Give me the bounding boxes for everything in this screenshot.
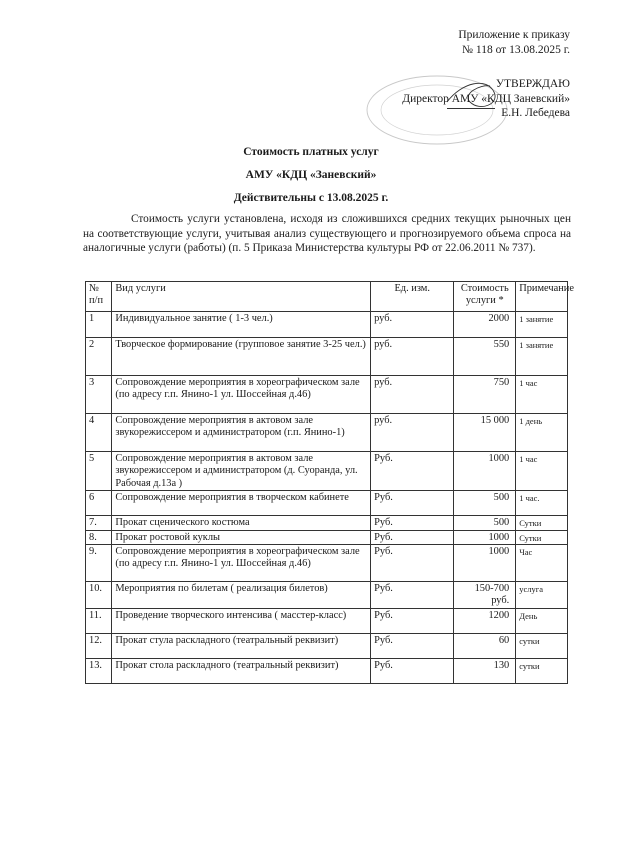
row-unit: Руб. xyxy=(371,608,454,633)
director-line: Директор АМУ «КДЦ Заневский» xyxy=(402,93,570,105)
header-unit: Ед. изм. xyxy=(371,282,454,312)
row-num: 2 xyxy=(86,338,112,376)
row-name: Сопровождение мероприятия в актовом зале звукорежиссером и администратором (г.п. Янино-1) xyxy=(112,414,371,452)
row-unit: Руб. xyxy=(371,452,454,491)
row-note: Сутки xyxy=(516,530,568,544)
table-row xyxy=(86,491,568,516)
row-num: 7. xyxy=(86,516,112,530)
row-price: 1200 xyxy=(454,608,516,633)
row-unit: руб. xyxy=(371,312,454,338)
signature-line xyxy=(447,108,495,109)
row-unit: Руб. xyxy=(371,633,454,658)
row-num: 1 xyxy=(86,312,112,338)
row-unit: Руб. xyxy=(371,545,454,582)
table-row xyxy=(86,545,568,582)
row-num: 8. xyxy=(86,530,112,544)
row-name: Проведение творческого интенсива ( масстер-класс) xyxy=(112,608,371,633)
header-note: Примечание xyxy=(516,282,568,312)
doc-subtitle: АМУ «КДЦ «Заневский» xyxy=(245,169,377,181)
row-price: 60 xyxy=(454,633,516,658)
row-note: Сутки xyxy=(516,516,568,530)
row-num: 9. xyxy=(86,545,112,582)
table-row xyxy=(86,312,568,338)
row-price: 500 xyxy=(454,516,516,530)
header-price: Стоимость услуги * xyxy=(454,282,516,312)
row-unit: Руб. xyxy=(371,530,454,544)
row-name: Индивидуальное занятие ( 1-3 чел.) xyxy=(112,312,371,338)
row-name: Мероприятия по билетам ( реализация билетов) xyxy=(112,582,371,609)
row-name: Сопровождение мероприятия в хореографическом зале (по адресу г.п. Янино-1 ул. Шоссейная д.46) xyxy=(112,376,371,414)
table-row xyxy=(86,530,568,544)
header-name: Вид услуги xyxy=(112,282,371,312)
row-note: услуга xyxy=(516,582,568,609)
row-note: Час xyxy=(516,545,568,582)
row-name: Сопровождение мероприятия в творческом кабинете xyxy=(112,491,371,516)
row-unit: руб. xyxy=(371,338,454,376)
row-unit: Руб. xyxy=(371,658,454,683)
row-unit: руб. xyxy=(371,376,454,414)
table-row xyxy=(86,338,568,376)
row-name: Прокат стола раскладного (театральный реквизит) xyxy=(112,658,371,683)
row-price: 130 xyxy=(454,658,516,683)
row-name: Сопровождение мероприятия в актовом зале звукорежиссером и администратором (д. Суоранда, ул. Рабочая д.13а ) xyxy=(112,452,371,491)
row-num: 10. xyxy=(86,582,112,609)
row-note: 1 час. xyxy=(516,491,568,516)
table-row xyxy=(86,658,568,683)
row-price: 2000 xyxy=(454,312,516,338)
row-note: 1 час xyxy=(516,452,568,491)
row-price: 150-700 руб. xyxy=(454,582,516,609)
stamp-seal xyxy=(362,72,512,148)
row-note: 1 день xyxy=(516,414,568,452)
row-name: Творческое формирование (групповое занятие 3-25 чел.) xyxy=(112,338,371,376)
table-header-row xyxy=(86,282,568,312)
row-name: Прокат стула раскладного (театральный реквизит) xyxy=(112,633,371,658)
table-row xyxy=(86,633,568,658)
row-num: 13. xyxy=(86,658,112,683)
row-price: 1000 xyxy=(454,545,516,582)
row-num: 11. xyxy=(86,608,112,633)
row-name: Сопровождение мероприятия в хореографическом зале (по адресу г.п. Янино-1 ул. Шоссейная д.46) xyxy=(112,545,371,582)
intro-paragraph: Стоимость услуги установлена, исходя из сложившихся средних текущих рыночных цен на соответствующие услуги, учитывая анализ существующего и прогнозируемого объема спроса на аналогичные услуги (работы) (п. 5 Приказа Министерства культуры РФ от 22.06.2011 № 737). xyxy=(83,213,571,255)
approve-label: УТВЕРЖДАЮ xyxy=(495,78,570,90)
doc-validity: Действительны с 13.08.2025 г. xyxy=(233,192,389,204)
row-price: 15 000 xyxy=(454,414,516,452)
row-num: 3 xyxy=(86,376,112,414)
row-num: 6 xyxy=(86,491,112,516)
row-price: 550 xyxy=(454,338,516,376)
annex-line-1: Приложение к приказу xyxy=(458,29,570,41)
table-row xyxy=(86,376,568,414)
annex-line-2: № 118 от 13.08.2025 г. xyxy=(462,44,570,56)
row-note: сутки xyxy=(516,658,568,683)
doc-title: Стоимость платных услуг xyxy=(243,146,379,158)
row-note: сутки xyxy=(516,633,568,658)
table-row xyxy=(86,608,568,633)
row-num: 5 xyxy=(86,452,112,491)
row-num: 4 xyxy=(86,414,112,452)
row-unit: Руб. xyxy=(371,491,454,516)
table-row xyxy=(86,414,568,452)
row-note: 1 занятие xyxy=(516,312,568,338)
row-note: 1 час xyxy=(516,376,568,414)
row-unit: Руб. xyxy=(371,582,454,609)
row-unit: Руб. xyxy=(371,516,454,530)
signer-name: Е.Н. Лебедева xyxy=(501,107,570,119)
table-row xyxy=(86,582,568,609)
row-price: 750 xyxy=(454,376,516,414)
row-price: 1000 xyxy=(454,452,516,491)
price-table xyxy=(85,281,574,684)
row-price: 500 xyxy=(454,491,516,516)
header-num: № п/п xyxy=(86,282,112,312)
row-note: День xyxy=(516,608,568,633)
row-name: Прокат сценического костюма xyxy=(112,516,371,530)
table-row xyxy=(86,516,568,530)
row-unit: руб. xyxy=(371,414,454,452)
row-name: Прокат ростовой куклы xyxy=(112,530,371,544)
row-price: 1000 xyxy=(454,530,516,544)
row-note: 1 занятие xyxy=(516,338,568,376)
row-num: 12. xyxy=(86,633,112,658)
table-row xyxy=(86,452,568,491)
